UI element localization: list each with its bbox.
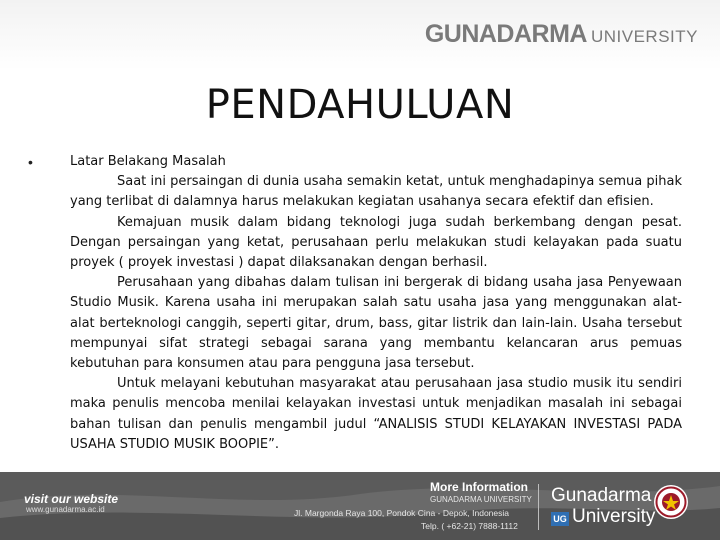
- section-heading: Latar Belakang Masalah: [70, 154, 226, 169]
- footer-logo-line1: Gunadarma: [551, 485, 652, 506]
- slide-content: [70, 152, 682, 455]
- slide-title: PENDAHULUAN: [205, 82, 515, 128]
- bullet-marker: •: [28, 154, 33, 170]
- more-info-university: GUNADARMA UNIVERSITY: [430, 495, 532, 504]
- visit-website-label: visit our website: [24, 492, 119, 506]
- phone-text: Telp. ( +62-21) 7888-1112: [421, 521, 518, 531]
- brand-name-bold: GUNADARMA: [424, 20, 587, 48]
- website-url[interactable]: www.gunadarma.ac.id: [26, 505, 105, 514]
- paragraph-1: Saat ini persaingan di dunia usaha semakin ketat, untuk menghadapinya semua pihak yang terlibat di dalamnya harus melakukan kegiatan usahanya secara efektif dan efisien.: [70, 174, 682, 210]
- more-information-label: More Information: [430, 480, 528, 494]
- address-text: Jl. Margonda Raya 100, Pondok Cina - Depok, Indonesia: [294, 508, 509, 518]
- university-seal-icon: [653, 484, 689, 520]
- footer-logo-line2: University: [572, 506, 656, 527]
- paragraph-4: Untuk melayani kebutuhan masyarakat atau perusahaan jasa studio musik itu sendiri maka penulis mencoba menilai kelayakan investasi untuk menjadikan masalah ini sebagai bahan tulisan dan penulis mengambil judul “ANALISIS STUDI KELAYAKAN INVESTASI PADA USAHA STUDIO MUSIK BOOPIE”.: [70, 376, 682, 452]
- footer-divider: [538, 484, 539, 530]
- brand-name-light: UNIVERSITY: [590, 27, 698, 46]
- paragraph-3: Perusahaan yang dibahas dalam tulisan ini bergerak di bidang usaha jasa Penyewaan Studio Musik. Karena usaha ini merupakan salah satu usaha jasa yang menggunakan alat-alat berteknologi canggih, seperti gitar, drum, bass, gitar listrik dan lain-lain. Usaha tersebut mempunyai sifat strategi sebagai sarana yang membantu kelancaran arus pemuas kebutuhan para konsumen atau para pengguna jasa tersebut.: [70, 275, 682, 372]
- university-brand-logo: [425, 20, 698, 49]
- paragraph-2: Kemajuan musik dalam bidang teknologi juga sudah berkembang dengan pesat. Dengan persaingan yang ketat, perusahaan perlu melakukan studi kelayakan pada suatu proyek ( proyek investasi ) dapat dilaksanakan dengan berhasil.: [70, 214, 682, 271]
- ug-badge: UG: [551, 512, 569, 526]
